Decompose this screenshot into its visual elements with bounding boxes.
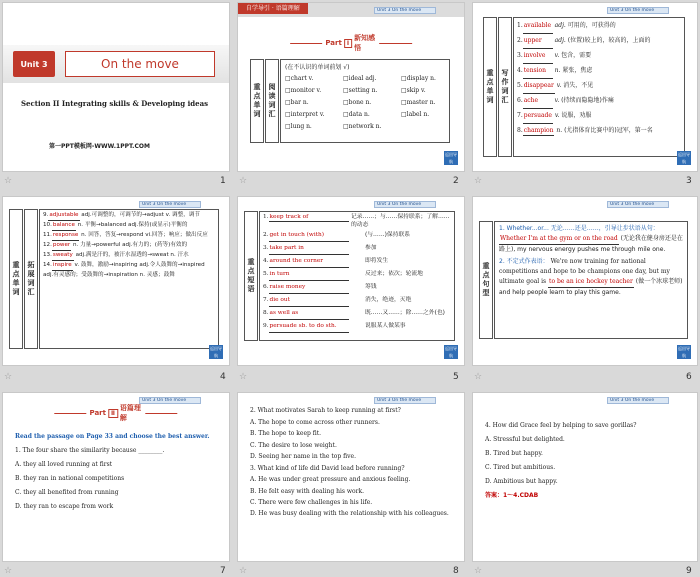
part-banner xyxy=(290,34,412,52)
section-heading: Section II Integrating skills & Developing ideas xyxy=(21,99,209,108)
unit-tab: Unit 3 On the move xyxy=(607,397,669,404)
list-item: 12.power n. 力量→powerful adj.有力的；(药等)有效的 xyxy=(43,241,215,251)
phrases-list xyxy=(259,211,455,341)
part-rule-left xyxy=(290,43,322,44)
option-d: D. Seeing her name in the top five. xyxy=(250,453,356,460)
sentence-patterns xyxy=(494,221,688,339)
extended-words-list xyxy=(39,209,219,349)
slide-thumbnail-8[interactable] xyxy=(237,392,465,562)
list-item: 6.ache v. (持续而隐隐地)作痛 xyxy=(517,94,681,109)
slide-number-9: 9 xyxy=(686,566,692,576)
slide-thumbnail-2[interactable] xyxy=(237,2,465,172)
list-item: 3.take part in 参加 xyxy=(263,242,451,255)
star-icon[interactable]: ☆ xyxy=(474,372,483,382)
slide-number-4: 4 xyxy=(220,372,226,382)
part-title: 新知感悟 xyxy=(354,34,376,52)
option-d: D. they ran to escape from work xyxy=(15,503,114,510)
list-item: 10.balance n. 平衡→balanced adj.保持(或显示)平衡的 xyxy=(43,221,215,231)
unit-tab: Unit 3 On the move xyxy=(374,201,436,208)
star-icon[interactable]: ☆ xyxy=(4,372,13,382)
unit-tab: Unit 3 On the move xyxy=(374,7,436,14)
back-nav-button[interactable]: 返回导航 xyxy=(210,346,222,358)
part-title: 语篇理解 xyxy=(119,404,141,422)
list-item: 3.involve v. 包含，需要 xyxy=(517,49,681,64)
vocab-table xyxy=(280,59,450,143)
list-item: 11.response n. 回答，答复→respond vi.回答；响应；做出反应 xyxy=(43,231,215,241)
side-label-reading: 阅读词汇 xyxy=(265,59,279,143)
side-label-phrases: 重点短语 xyxy=(244,211,258,341)
option-d: D. He was busy dealing with the relationship with his colleagues. xyxy=(250,509,449,517)
option-c: C. Tired but ambitious. xyxy=(485,464,556,471)
list-item: 4.around the corner 即将发生 xyxy=(263,255,451,268)
unit-title-box xyxy=(65,51,215,77)
header-tag: 自学导引 · 语篇理解 xyxy=(238,3,308,14)
pattern-text: (做一个冰球老师) and help people learn to play this game. xyxy=(499,278,683,296)
slide-number-3: 3 xyxy=(686,176,692,186)
list-item: 9.adjustable adj.可调整的，可调节的→adjust v. 调整，调节 xyxy=(43,211,215,221)
option-b: B. He felt easy with dealing his work. xyxy=(250,487,365,495)
list-item: 7.die out 消失，绝迹，灭绝 xyxy=(263,294,451,307)
slide-thumbnail-3[interactable] xyxy=(472,2,698,172)
list-item: 1.keep track of 记录……；与……保持联系；了解……的动态 xyxy=(263,214,450,228)
list-item: 9.persuade sb. to do sth. 说服某人做某事 xyxy=(263,320,451,333)
list-item: 13.sweaty adj.满是汗的，被汗水湿透的→sweat n. 汗水 xyxy=(43,251,215,261)
list-item: 2.upper adj. (位置)较上的，较高的，上面的 xyxy=(517,34,681,49)
side-label-key-words: 重点单词 xyxy=(483,17,497,157)
answer-key: 答案：1～4.CDAB xyxy=(485,492,539,499)
list-item: 14.inspire v. 鼓舞，激励→inspiring adj.令人鼓舞的→inspired adj.有灵感的；受鼓舞的→inspiration n. 灵感；鼓舞 xyxy=(43,262,205,278)
option-a: A. Stressful but delighted. xyxy=(485,436,565,443)
question-list xyxy=(250,405,456,518)
part-rule-left xyxy=(54,413,86,414)
unit-badge: Unit 3 xyxy=(13,51,55,77)
unit-tab: Unit 3 On the move xyxy=(139,397,201,404)
slide-thumbnail-9[interactable] xyxy=(472,392,698,562)
slide-thumbnail-1[interactable] xyxy=(2,2,230,172)
back-nav-button[interactable]: 返回导航 xyxy=(678,152,690,164)
question-4: 4. How did Grace feel by helping to save gorillas? xyxy=(485,422,637,429)
slide-thumbnail-5[interactable] xyxy=(237,196,465,366)
star-icon[interactable]: ☆ xyxy=(239,566,248,576)
part-number: Ⅱ xyxy=(108,409,118,418)
star-icon[interactable]: ☆ xyxy=(474,176,483,186)
question-3: 3. What kind of life did David lead before running? xyxy=(250,464,405,472)
watermark-text: 第一PPT模板网-WWW.1PPT.COM xyxy=(49,143,150,150)
side-label-key-words: 重点单词 xyxy=(9,209,23,349)
pattern-item-2 xyxy=(499,257,683,298)
slide-number-6: 6 xyxy=(686,372,692,382)
star-icon[interactable]: ☆ xyxy=(239,372,248,382)
option-b: B. Tired but happy. xyxy=(485,450,543,457)
list-item: 5.disappear v. 消失，不见 xyxy=(517,79,681,94)
unit-tab: Unit 3 On the move xyxy=(374,397,436,404)
list-item: 6.raise money 筹钱 xyxy=(263,281,451,294)
star-icon[interactable]: ☆ xyxy=(474,566,483,576)
slide-number-8: 8 xyxy=(453,566,459,576)
list-item: 2.get in touch (with) (与……)保持联系 xyxy=(263,229,451,242)
vocab-row: □interpret v. □data n. □label n. xyxy=(285,111,430,118)
pattern-text: We're now training for national competitions and hope to be champions one day, but my ultimate goal is xyxy=(499,258,670,285)
pattern-item-1 xyxy=(499,224,683,255)
slide-thumbnail-6[interactable] xyxy=(472,196,698,366)
vocab-row: □bar n. □bone n. □master n. xyxy=(285,99,436,106)
star-icon[interactable]: ☆ xyxy=(4,176,13,186)
option-b: B. The hope to keep fit. xyxy=(250,430,322,437)
slide-number-2: 2 xyxy=(453,176,459,186)
unit-title: On the move xyxy=(101,57,179,71)
slide-number-5: 5 xyxy=(453,372,459,382)
slide-number-7: 7 xyxy=(220,566,226,576)
option-c: C. they all benefited from running xyxy=(15,489,119,496)
part-number: Ⅰ xyxy=(344,39,352,48)
pattern-heading: 1. Whether...or... 无论……还是……，引导让步状语从句： xyxy=(499,225,659,232)
part-rule-right xyxy=(145,413,177,414)
part-rule-right xyxy=(380,43,412,44)
unit-tab: Unit 3 On the move xyxy=(607,201,669,208)
pattern-text: (无论我在健身房还是在路上), my nervous energy pushes me through mile one. xyxy=(499,235,683,253)
slide-number-1: 1 xyxy=(220,176,226,186)
slide-thumbnail-7[interactable] xyxy=(2,392,230,562)
list-item: 4.tension n. 紧张，焦虑 xyxy=(517,64,681,79)
list-item: 7.persuade v. 说服，劝服 xyxy=(517,109,681,124)
side-label-key-words: 重点单词 xyxy=(250,59,264,143)
list-item: 8.as well as 既……又……；除……之外(也) xyxy=(263,307,451,320)
option-c: C. There were few challenges in his life. xyxy=(250,499,373,506)
writing-words-list xyxy=(513,17,685,157)
slide-thumbnail-4[interactable] xyxy=(2,196,230,366)
vocab-row: □chart v. □ideal adj. □display n. xyxy=(285,75,436,82)
back-nav-button[interactable]: 返回导航 xyxy=(678,346,690,358)
side-label-sentences: 重点句型 xyxy=(479,221,493,339)
back-nav-button[interactable]: 返回导航 xyxy=(445,346,457,358)
part-banner xyxy=(54,404,177,422)
option-b: B. they ran in national competitions xyxy=(15,475,125,482)
option-c: C. The desire to lose weight. xyxy=(250,441,337,449)
fill-answer: to be an ice hockey teacher xyxy=(548,277,634,288)
option-a: A. He was under great pressure and anxious feeling. xyxy=(250,476,411,483)
side-label-writing: 写作词汇 xyxy=(498,17,512,157)
question-2: 2. What motivates Sarah to keep running at first? xyxy=(250,407,401,414)
side-label-extended: 拓展词汇 xyxy=(24,209,38,349)
option-a: A. The hope to come across other runners. xyxy=(250,418,380,426)
question-list xyxy=(485,419,689,503)
option-d: D. Ambitious but happy. xyxy=(485,478,558,485)
list-item: 5.in turn 反过来；依次；轮流地 xyxy=(263,268,451,281)
vocab-row: □monitor v. □setting n. □skip v. xyxy=(285,87,426,94)
star-icon[interactable]: ☆ xyxy=(239,176,248,186)
list-item: 1.available adj. 可用的，可获得的 xyxy=(517,19,681,34)
part-label: Part xyxy=(325,39,342,47)
question-1: 1. The four share the similarity because ________. xyxy=(15,447,165,454)
back-nav-button[interactable]: 返回导航 xyxy=(445,152,457,164)
instruction: Read the passage on Page 33 and choose the best answer. xyxy=(15,433,210,440)
pattern-heading: 2. 不定式作表语： xyxy=(499,258,549,265)
option-a: A. they all loved running at first xyxy=(15,461,113,468)
star-icon[interactable]: ☆ xyxy=(4,566,13,576)
part-label: Part xyxy=(89,409,106,417)
vocab-row: □lung n. □network n. xyxy=(285,123,382,130)
list-item: 8.champion n. (尤指体育比赛中的)冠军，第一名 xyxy=(517,127,653,134)
fill-answer: Whether I'm at the gym or on the road xyxy=(499,234,619,245)
vocab-instruction: (在不认识的单词前划 √) xyxy=(285,64,350,71)
unit-tab: Unit 3 On the move xyxy=(139,201,201,208)
unit-tab: Unit 3 On the move xyxy=(607,7,669,14)
